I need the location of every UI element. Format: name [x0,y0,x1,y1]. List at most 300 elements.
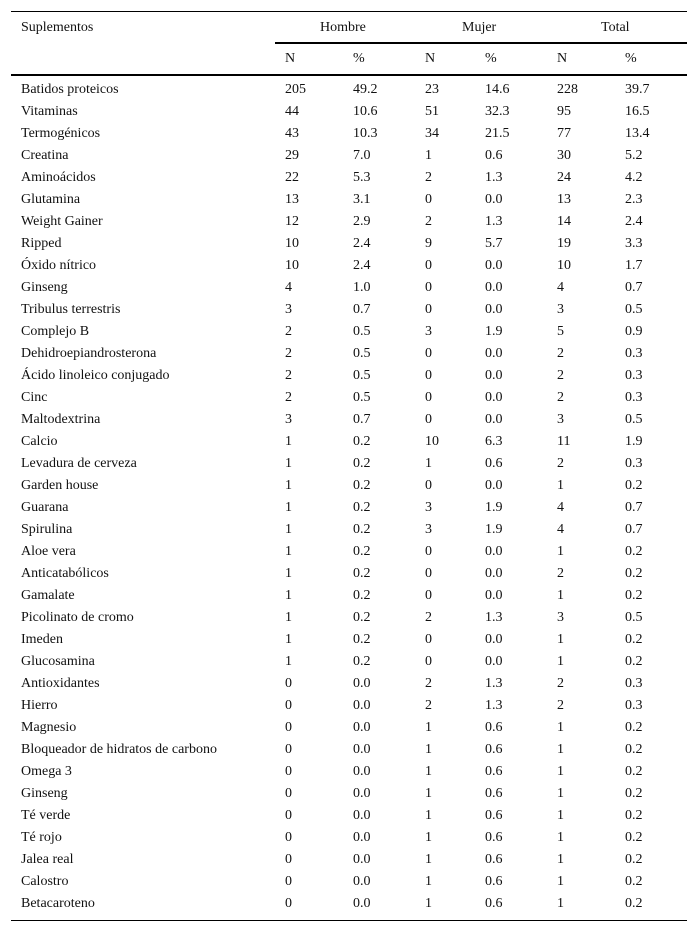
cell-mujer-n: 1 [425,456,432,471]
cell-mujer-pct: 5.7 [485,236,503,251]
cell-mujer-pct: 0.0 [485,390,503,405]
cell-mujer-pct: 0.0 [485,368,503,383]
cell-supplement: Spirulina [21,522,73,537]
cell-hombre-pct: 3.1 [353,192,371,207]
cell-mujer-pct: 1.9 [485,324,503,339]
cell-mujer-n: 0 [425,412,432,427]
header-total-n: N [557,51,568,66]
cell-mujer-pct: 1.3 [485,610,503,625]
cell-total-pct: 0.2 [625,808,643,823]
cell-supplement: Tribulus terrestris [21,302,121,317]
cell-mujer-n: 1 [425,148,432,163]
cell-total-pct: 13.4 [625,126,650,141]
cell-hombre-pct: 0.0 [353,720,371,735]
cell-total-pct: 0.2 [625,654,643,669]
cell-total-n: 1 [557,478,564,493]
cell-supplement: Óxido nítrico [21,258,97,273]
cell-supplement: Cinc [21,390,48,405]
header-group-total: Total [601,20,630,35]
cell-hombre-pct: 2.4 [353,236,371,251]
cell-hombre-pct: 0.2 [353,456,371,471]
table-row [11,233,687,255]
table-row [11,541,687,563]
table-row [11,409,687,431]
table-row [11,585,687,607]
cell-total-pct: 0.3 [625,346,643,361]
table-row [11,79,687,101]
cell-mujer-pct: 0.0 [485,544,503,559]
cell-hombre-pct: 0.5 [353,346,371,361]
cell-mujer-n: 0 [425,544,432,559]
header-hombre-n: N [285,51,296,66]
cell-supplement: Anticatabólicos [21,566,109,581]
cell-hombre-pct: 10.3 [353,126,378,141]
cell-mujer-n: 0 [425,566,432,581]
cell-total-pct: 0.7 [625,500,643,515]
table-row [11,783,687,805]
cell-mujer-pct: 0.0 [485,478,503,493]
table-row [11,365,687,387]
cell-mujer-n: 2 [425,610,432,625]
cell-total-n: 2 [557,698,564,713]
cell-hombre-pct: 0.5 [353,324,371,339]
cell-hombre-n: 0 [285,830,292,845]
cell-total-n: 1 [557,654,564,669]
table-row [11,739,687,761]
cell-total-pct: 0.2 [625,852,643,867]
cell-mujer-n: 2 [425,698,432,713]
cell-total-n: 13 [557,192,571,207]
table-row [11,145,687,167]
cell-mujer-pct: 0.0 [485,302,503,317]
cell-hombre-pct: 2.9 [353,214,371,229]
cell-total-n: 1 [557,764,564,779]
cell-hombre-n: 3 [285,302,292,317]
cell-mujer-pct: 0.0 [485,280,503,295]
cell-mujer-n: 0 [425,280,432,295]
cell-total-pct: 0.2 [625,764,643,779]
cell-hombre-n: 0 [285,764,292,779]
cell-supplement: Calostro [21,874,69,889]
cell-total-pct: 1.9 [625,434,643,449]
cell-total-pct: 0.7 [625,280,643,295]
cell-hombre-pct: 0.0 [353,852,371,867]
cell-hombre-n: 13 [285,192,299,207]
cell-total-n: 228 [557,82,578,97]
cell-hombre-pct: 0.2 [353,544,371,559]
cell-mujer-pct: 1.3 [485,676,503,691]
cell-mujer-pct: 1.3 [485,698,503,713]
cell-mujer-n: 3 [425,522,432,537]
cell-supplement: Gamalate [21,588,75,603]
header-group-mujer: Mujer [462,20,497,35]
cell-mujer-pct: 1.3 [485,170,503,185]
table-row [11,497,687,519]
cell-supplement: Batidos proteicos [21,82,119,97]
cell-supplement: Jalea real [21,852,74,867]
cell-hombre-n: 0 [285,720,292,735]
cell-mujer-n: 3 [425,500,432,515]
cell-hombre-n: 0 [285,874,292,889]
cell-mujer-pct: 6.3 [485,434,503,449]
table-row [11,211,687,233]
cell-mujer-pct: 0.6 [485,874,503,889]
cell-hombre-n: 2 [285,324,292,339]
cell-mujer-n: 0 [425,192,432,207]
cell-total-pct: 0.9 [625,324,643,339]
cell-hombre-n: 1 [285,478,292,493]
cell-total-n: 77 [557,126,571,141]
cell-hombre-pct: 0.0 [353,742,371,757]
cell-mujer-n: 0 [425,654,432,669]
table-row [11,871,687,893]
header-total-pct: % [625,51,637,66]
table-row [11,255,687,277]
table-header-groups [11,12,687,42]
table-row [11,299,687,321]
cell-mujer-n: 0 [425,588,432,603]
cell-mujer-pct: 0.0 [485,588,503,603]
cell-total-n: 3 [557,412,564,427]
cell-hombre-pct: 0.0 [353,676,371,691]
cell-mujer-pct: 1.9 [485,522,503,537]
cell-mujer-n: 0 [425,390,432,405]
supplements-table [11,11,687,921]
cell-supplement: Guarana [21,500,69,515]
cell-hombre-pct: 0.7 [353,412,371,427]
cell-hombre-n: 0 [285,808,292,823]
cell-hombre-pct: 1.0 [353,280,371,295]
cell-mujer-pct: 0.6 [485,742,503,757]
table-row [11,343,687,365]
cell-hombre-n: 205 [285,82,306,97]
cell-supplement: Betacaroteno [21,896,95,911]
cell-supplement: Aloe vera [21,544,76,559]
cell-total-pct: 0.2 [625,830,643,845]
cell-hombre-pct: 0.0 [353,764,371,779]
cell-total-n: 19 [557,236,571,251]
cell-hombre-pct: 49.2 [353,82,378,97]
cell-total-n: 14 [557,214,571,229]
cell-hombre-pct: 5.3 [353,170,371,185]
cell-hombre-pct: 0.2 [353,522,371,537]
cell-hombre-pct: 0.2 [353,478,371,493]
cell-hombre-n: 3 [285,412,292,427]
cell-supplement: Maltodextrina [21,412,101,427]
cell-hombre-pct: 0.0 [353,698,371,713]
cell-mujer-pct: 0.6 [485,456,503,471]
cell-total-pct: 0.2 [625,874,643,889]
table-row [11,189,687,211]
cell-total-n: 24 [557,170,571,185]
cell-hombre-pct: 0.5 [353,390,371,405]
cell-total-pct: 0.5 [625,610,643,625]
cell-hombre-pct: 0.0 [353,874,371,889]
cell-hombre-n: 29 [285,148,299,163]
cell-mujer-n: 1 [425,874,432,889]
cell-total-pct: 2.3 [625,192,643,207]
cell-total-pct: 0.2 [625,742,643,757]
cell-hombre-pct: 0.2 [353,566,371,581]
cell-total-pct: 0.2 [625,544,643,559]
cell-mujer-n: 0 [425,346,432,361]
cell-hombre-n: 0 [285,676,292,691]
cell-mujer-n: 0 [425,302,432,317]
cell-hombre-pct: 0.7 [353,302,371,317]
cell-hombre-n: 2 [285,368,292,383]
cell-total-n: 1 [557,896,564,911]
cell-hombre-n: 0 [285,742,292,757]
cell-total-pct: 0.2 [625,566,643,581]
cell-hombre-n: 1 [285,456,292,471]
table-row [11,453,687,475]
cell-total-n: 3 [557,610,564,625]
cell-supplement: Bloqueador de hidratos de carbono [21,742,217,757]
cell-mujer-n: 0 [425,632,432,647]
cell-mujer-pct: 21.5 [485,126,510,141]
cell-supplement: Weight Gainer [21,214,103,229]
cell-mujer-n: 1 [425,764,432,779]
cell-mujer-n: 2 [425,170,432,185]
cell-total-n: 30 [557,148,571,163]
cell-total-n: 1 [557,742,564,757]
cell-mujer-pct: 0.0 [485,412,503,427]
cell-supplement: Té verde [21,808,71,823]
cell-supplement: Imeden [21,632,63,647]
cell-supplement: Termogénicos [21,126,101,141]
cell-total-n: 1 [557,632,564,647]
cell-mujer-pct: 1.9 [485,500,503,515]
cell-total-n: 1 [557,852,564,867]
cell-hombre-pct: 0.0 [353,830,371,845]
cell-hombre-n: 0 [285,698,292,713]
cell-hombre-pct: 0.2 [353,588,371,603]
cell-total-pct: 0.3 [625,676,643,691]
cell-mujer-n: 1 [425,896,432,911]
cell-total-pct: 0.7 [625,522,643,537]
cell-total-pct: 0.3 [625,698,643,713]
cell-hombre-n: 1 [285,434,292,449]
header-mujer-n: N [425,51,436,66]
table-header-subcolumns [11,42,687,74]
cell-hombre-pct: 0.0 [353,786,371,801]
cell-supplement: Dehidroepiandrosterona [21,346,157,361]
cell-hombre-n: 1 [285,654,292,669]
cell-hombre-n: 2 [285,346,292,361]
cell-total-pct: 0.3 [625,390,643,405]
cell-mujer-n: 1 [425,852,432,867]
cell-hombre-n: 4 [285,280,292,295]
cell-hombre-n: 1 [285,632,292,647]
cell-supplement: Omega 3 [21,764,72,779]
cell-total-n: 2 [557,346,564,361]
cell-hombre-n: 1 [285,610,292,625]
cell-hombre-n: 0 [285,896,292,911]
cell-supplement: Complejo B [21,324,90,339]
table-row [11,695,687,717]
cell-mujer-n: 0 [425,478,432,493]
cell-hombre-n: 1 [285,566,292,581]
cell-mujer-n: 2 [425,676,432,691]
table-row [11,629,687,651]
cell-hombre-pct: 2.4 [353,258,371,273]
cell-supplement: Aminoácidos [21,170,96,185]
cell-total-pct: 1.7 [625,258,643,273]
cell-total-pct: 0.5 [625,412,643,427]
cell-mujer-n: 3 [425,324,432,339]
cell-mujer-n: 0 [425,258,432,273]
cell-total-pct: 0.5 [625,302,643,317]
cell-mujer-pct: 0.6 [485,720,503,735]
table-body [11,76,687,920]
cell-mujer-pct: 0.6 [485,148,503,163]
cell-total-n: 2 [557,456,564,471]
cell-supplement: Ácido linoleico conjugado [21,368,170,383]
cell-mujer-pct: 0.6 [485,896,503,911]
table-row [11,563,687,585]
table-row [11,101,687,123]
cell-total-pct: 3.3 [625,236,643,251]
table-row [11,849,687,871]
table-row [11,519,687,541]
table-row [11,893,687,915]
header-group-hombre: Hombre [320,20,366,35]
cell-hombre-n: 2 [285,390,292,405]
cell-hombre-pct: 0.2 [353,610,371,625]
cell-hombre-n: 1 [285,588,292,603]
cell-hombre-n: 44 [285,104,299,119]
cell-supplement: Té rojo [21,830,62,845]
cell-total-pct: 0.2 [625,588,643,603]
cell-total-n: 1 [557,808,564,823]
cell-total-n: 1 [557,720,564,735]
cell-total-pct: 0.2 [625,786,643,801]
cell-hombre-n: 0 [285,786,292,801]
cell-supplement: Glucosamina [21,654,95,669]
cell-hombre-pct: 0.0 [353,808,371,823]
cell-total-n: 2 [557,368,564,383]
cell-total-n: 5 [557,324,564,339]
cell-total-n: 1 [557,874,564,889]
cell-total-pct: 0.2 [625,896,643,911]
cell-mujer-pct: 0.0 [485,566,503,581]
cell-mujer-n: 2 [425,214,432,229]
cell-hombre-pct: 0.2 [353,632,371,647]
cell-total-n: 4 [557,522,564,537]
cell-mujer-pct: 0.6 [485,830,503,845]
cell-total-pct: 0.3 [625,368,643,383]
cell-mujer-pct: 0.0 [485,632,503,647]
cell-total-pct: 0.2 [625,632,643,647]
cell-hombre-n: 1 [285,500,292,515]
table-row [11,387,687,409]
cell-supplement: Glutamina [21,192,81,207]
cell-hombre-n: 22 [285,170,299,185]
cell-supplement: Ripped [21,236,62,251]
cell-mujer-pct: 0.0 [485,258,503,273]
cell-total-n: 4 [557,280,564,295]
table-row [11,717,687,739]
table-row [11,673,687,695]
cell-mujer-n: 23 [425,82,439,97]
table-bottom-rule [11,920,687,921]
cell-mujer-pct: 1.3 [485,214,503,229]
cell-mujer-pct: 0.6 [485,764,503,779]
table-row [11,123,687,145]
cell-supplement: Picolinato de cromo [21,610,134,625]
cell-total-n: 1 [557,544,564,559]
cell-total-n: 3 [557,302,564,317]
cell-mujer-n: 10 [425,434,439,449]
cell-total-pct: 0.2 [625,478,643,493]
cell-hombre-n: 1 [285,544,292,559]
cell-hombre-n: 43 [285,126,299,141]
cell-total-n: 10 [557,258,571,273]
cell-hombre-pct: 7.0 [353,148,371,163]
cell-mujer-n: 34 [425,126,439,141]
table-row [11,827,687,849]
cell-supplement: Garden house [21,478,99,493]
cell-mujer-n: 1 [425,720,432,735]
cell-total-pct: 0.2 [625,720,643,735]
cell-supplement: Magnesio [21,720,77,735]
cell-hombre-pct: 0.0 [353,896,371,911]
cell-total-pct: 4.2 [625,170,643,185]
cell-mujer-pct: 14.6 [485,82,510,97]
cell-supplement: Calcio [21,434,58,449]
cell-hombre-pct: 0.2 [353,434,371,449]
cell-total-n: 2 [557,676,564,691]
cell-total-n: 1 [557,786,564,801]
table-row [11,761,687,783]
cell-supplement: Ginseng [21,786,68,801]
cell-total-n: 1 [557,588,564,603]
cell-total-n: 4 [557,500,564,515]
cell-hombre-n: 1 [285,522,292,537]
cell-supplement: Hierro [21,698,58,713]
cell-mujer-n: 1 [425,830,432,845]
cell-mujer-n: 1 [425,808,432,823]
cell-mujer-n: 51 [425,104,439,119]
cell-mujer-pct: 32.3 [485,104,510,119]
table-row [11,651,687,673]
cell-supplement: Ginseng [21,280,68,295]
cell-mujer-n: 1 [425,742,432,757]
table-row [11,475,687,497]
cell-mujer-pct: 0.6 [485,808,503,823]
cell-total-n: 2 [557,390,564,405]
header-hombre-pct: % [353,51,365,66]
cell-hombre-pct: 0.5 [353,368,371,383]
cell-total-pct: 0.3 [625,456,643,471]
cell-total-n: 11 [557,434,571,449]
cell-supplement: Antioxidantes [21,676,100,691]
cell-hombre-pct: 0.2 [353,654,371,669]
cell-total-n: 95 [557,104,571,119]
cell-total-n: 2 [557,566,564,581]
table-row [11,805,687,827]
cell-supplement: Levadura de cerveza [21,456,137,471]
cell-hombre-n: 10 [285,236,299,251]
header-suplementos: Suplementos [21,20,94,35]
cell-hombre-n: 0 [285,852,292,867]
cell-mujer-n: 1 [425,786,432,801]
cell-hombre-n: 12 [285,214,299,229]
cell-mujer-pct: 0.0 [485,192,503,207]
header-mujer-pct: % [485,51,497,66]
cell-mujer-pct: 0.6 [485,786,503,801]
table-row [11,167,687,189]
